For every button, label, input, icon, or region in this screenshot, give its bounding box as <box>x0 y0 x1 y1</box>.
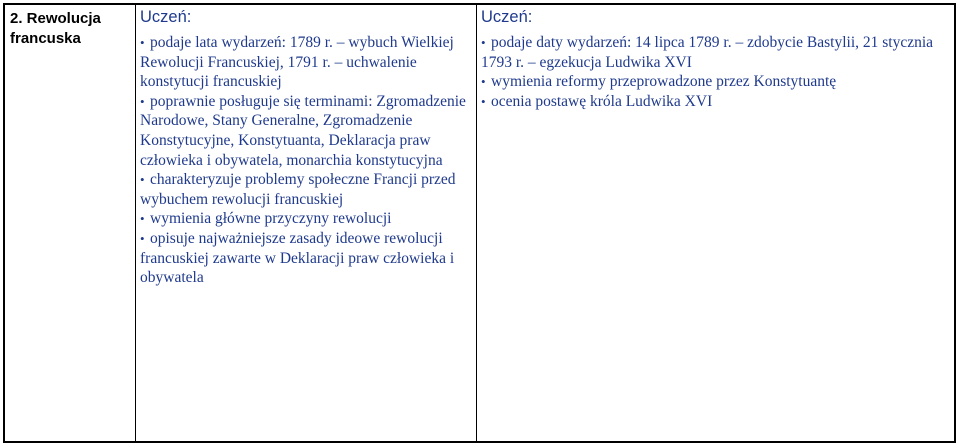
bullet-icon: • <box>140 211 145 227</box>
list-item: • wymienia reformy przeprowadzone przez Konstytuantę <box>481 73 837 91</box>
extended-requirements-list <box>481 33 950 111</box>
bullet-icon: • <box>481 93 486 109</box>
list-item: • ocenia postawę króla Ludwika XVI <box>481 92 713 110</box>
topic-cell <box>5 5 136 441</box>
bullet-icon: • <box>481 74 486 90</box>
bullet-icon: • <box>140 230 145 246</box>
bullet-icon: • <box>481 35 486 50</box>
extended-requirements-cell <box>477 5 954 441</box>
list-item: • charakteryzuje problemy społeczne Francji przed wybuchem rewolucji francuskiej <box>140 171 456 208</box>
student-label: Uczeń: <box>481 8 533 26</box>
basic-requirements-cell <box>136 5 477 441</box>
bullet-icon: • <box>140 172 145 188</box>
topic-title: 2. Rewolucja francuska <box>10 10 101 47</box>
bullet-icon: • <box>140 35 145 50</box>
list-item: • opisuje najważniejsze zasady ideowe rewolucji francuskiej zawarte w Deklaracji praw człowieka i obywatela <box>140 229 455 287</box>
student-label: Uczeń: <box>140 8 192 26</box>
basic-requirements-list <box>140 33 472 288</box>
bullet-icon: • <box>140 93 145 109</box>
list-item: • podaje daty wydarzeń: 14 lipca 1789 r. – zdobycie Bastylii, 21 stycznia 1793 r. – egzekucja Ludwika XVI <box>481 34 934 71</box>
list-item: • wymienia główne przyczyny rewolucji <box>140 210 392 228</box>
list-item: • podaje lata wydarzeń: 1789 r. – wybuch Wielkiej Rewolucji Francuskiej, 1791 r. – uchwalenie konstytucji francuskiej <box>140 34 454 91</box>
curriculum-table <box>3 3 956 443</box>
list-item: • poprawnie posługuje się terminami: Zgromadzenie Narodowe, Stany Generalne, Zgromadzenie Konstytucyjne, Konstytuanta, Deklaracja praw człowieka i obywatela, monarchia konstytucyjna <box>140 92 466 169</box>
